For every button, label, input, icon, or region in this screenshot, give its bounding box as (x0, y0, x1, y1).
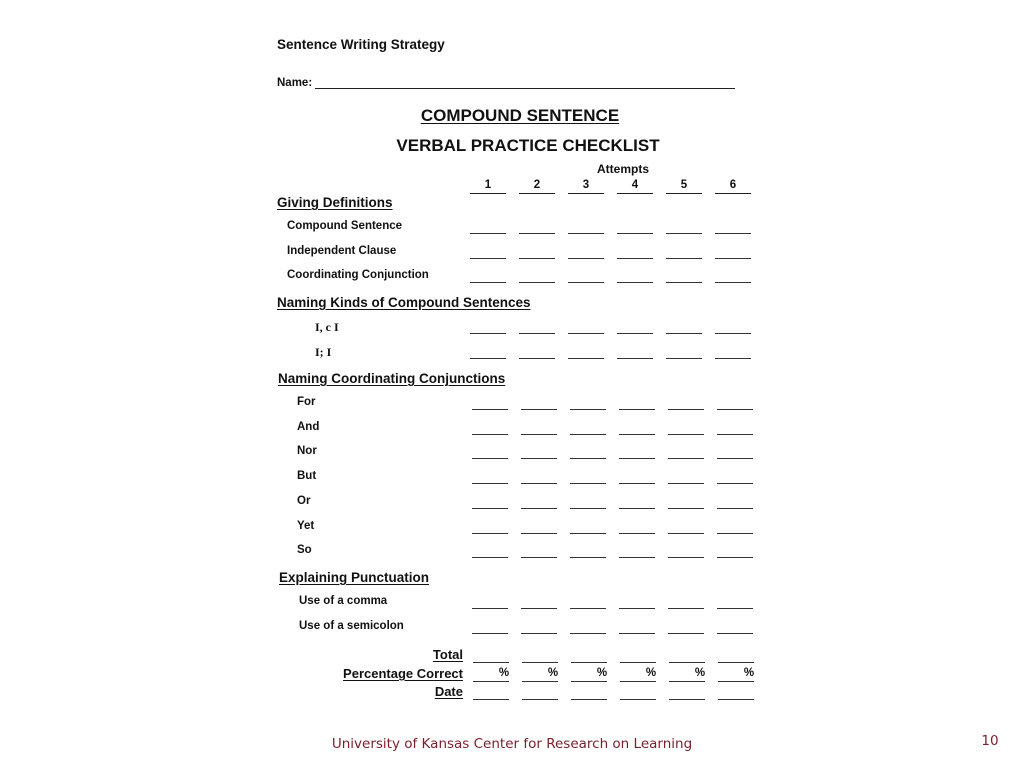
attempts-label: Attempts (597, 162, 650, 176)
section-heading: Giving Definitions (277, 195, 393, 210)
percent-symbol: % (743, 667, 755, 679)
percentage-blank (669, 681, 705, 682)
attempt-blank (521, 483, 557, 484)
attempt-blank (666, 358, 702, 359)
attempt-blank (472, 533, 508, 534)
attempt-blank (717, 483, 753, 484)
attempt-blank (570, 409, 606, 410)
attempt-blank (521, 409, 557, 410)
attempt-blank (570, 633, 606, 634)
attempt-blank (472, 409, 508, 410)
attempt-blank (617, 258, 653, 259)
attempt-blank (619, 434, 655, 435)
section-heading: Naming Coordinating Conjunctions (278, 371, 506, 386)
attempt-blank (470, 258, 506, 259)
percent-symbol: % (498, 667, 510, 679)
checklist-item-label: Use of a comma (299, 595, 388, 607)
attempt-blank (472, 608, 508, 609)
attempt-blank (668, 483, 704, 484)
attempt-blank (521, 633, 557, 634)
attempt-number: 3 (582, 179, 590, 191)
checklist-item-label: For (297, 396, 316, 408)
main-title-line2: VERBAL PRACTICE CHECKLIST (396, 136, 660, 155)
attempt-number: 6 (729, 179, 737, 191)
attempt-blank (472, 483, 508, 484)
checklist-item-label: Use of a semicolon (299, 619, 404, 632)
checklist-item-label: But (297, 470, 317, 483)
percent-symbol: % (694, 667, 706, 679)
total-blank (620, 662, 656, 663)
attempt-blank (717, 434, 753, 435)
attempt-blank (668, 434, 704, 435)
attempt-blank (668, 608, 704, 609)
attempt-blank (617, 233, 653, 234)
percentage-blank (718, 681, 754, 682)
attempt-blank (715, 333, 751, 334)
attempt-number-underline (568, 193, 604, 194)
date-blank (522, 699, 558, 700)
attempt-blank (570, 508, 606, 509)
checklist-item-label: Yet (297, 519, 315, 532)
attempt-blank (619, 458, 655, 459)
checklist-item-label: And (297, 420, 320, 433)
checklist-item-label: Or (297, 494, 311, 507)
date-blank (571, 699, 607, 700)
attempt-blank (619, 557, 655, 558)
checklist-item-label: I, c I (315, 320, 339, 334)
attempt-blank (666, 333, 702, 334)
attempt-blank (619, 483, 655, 484)
attempt-blank (568, 333, 604, 334)
date-blank (473, 699, 509, 700)
attempt-blank (619, 409, 655, 410)
attempt-blank (470, 333, 506, 334)
checklist-item-label: Compound Sentence (287, 220, 403, 232)
attempt-blank (715, 358, 751, 359)
attempt-blank (715, 258, 751, 259)
attempt-blank (568, 258, 604, 259)
percentage-correct-label: Percentage Correct (343, 666, 463, 681)
attempt-blank (519, 333, 555, 334)
total-label: Total (432, 647, 463, 662)
attempt-blank (717, 608, 753, 609)
attempt-blank (668, 409, 704, 410)
section-heading: Naming Kinds of Compound Sentences (277, 295, 531, 310)
attempt-blank (617, 333, 653, 334)
document-title: Sentence Writing Strategy (277, 37, 445, 52)
attempt-number: 2 (533, 179, 541, 191)
checklist-sheet (255, 25, 765, 715)
attempt-blank (666, 258, 702, 259)
attempt-number: 4 (631, 179, 639, 191)
attempt-blank (668, 508, 704, 509)
attempt-blank (666, 282, 702, 283)
attempt-blank (472, 434, 508, 435)
percentage-blank (522, 681, 558, 682)
attempt-blank (570, 458, 606, 459)
date-blank (718, 699, 754, 700)
percent-symbol: % (645, 667, 657, 679)
attempt-number-underline (617, 193, 653, 194)
main-title-line1: COMPOUND SENTENCE (420, 106, 620, 125)
attempt-blank (521, 458, 557, 459)
attempt-blank (666, 233, 702, 234)
attempt-blank (668, 533, 704, 534)
attempt-blank (570, 533, 606, 534)
percentage-blank (473, 681, 509, 682)
attempt-blank (570, 608, 606, 609)
name-line (315, 88, 735, 89)
checklist-item-label: I; I (315, 345, 332, 359)
attempt-blank (570, 483, 606, 484)
attempt-blank (568, 282, 604, 283)
attempt-blank (519, 258, 555, 259)
total-blank (718, 662, 754, 663)
attempt-blank (617, 282, 653, 283)
total-blank (522, 662, 558, 663)
percentage-blank (620, 681, 656, 682)
total-blank (473, 662, 509, 663)
attempt-blank (570, 434, 606, 435)
attempt-blank (715, 233, 751, 234)
attempt-blank (717, 533, 753, 534)
attempt-blank (521, 557, 557, 558)
footer-credit: University of Kansas Center for Research on Learning (331, 736, 693, 752)
percent-symbol: % (547, 667, 559, 679)
name-label: Name: (277, 77, 313, 89)
attempt-blank (570, 557, 606, 558)
checklist-item-label: Nor (297, 445, 317, 458)
attempt-number-underline (715, 193, 751, 194)
percentage-blank (571, 681, 607, 682)
attempt-blank (717, 557, 753, 558)
checklist-item-label: Coordinating Conjunction (287, 269, 429, 281)
checklist-item-label: So (297, 544, 312, 557)
attempt-blank (521, 434, 557, 435)
attempt-number: 5 (680, 179, 688, 191)
date-label: Date (434, 684, 463, 699)
attempt-blank (717, 458, 753, 459)
attempt-blank (717, 633, 753, 634)
attempt-blank (568, 358, 604, 359)
attempt-blank (519, 233, 555, 234)
attempt-blank (717, 409, 753, 410)
attempt-blank (472, 557, 508, 558)
attempt-blank (619, 508, 655, 509)
attempt-blank (668, 633, 704, 634)
page-number: 10 (981, 733, 999, 749)
attempt-blank (519, 282, 555, 283)
attempt-blank (619, 608, 655, 609)
attempt-blank (715, 282, 751, 283)
attempt-blank (472, 458, 508, 459)
attempt-blank (619, 533, 655, 534)
attempt-blank (519, 358, 555, 359)
attempt-blank (668, 458, 704, 459)
attempt-blank (521, 508, 557, 509)
total-blank (571, 662, 607, 663)
date-blank (620, 699, 656, 700)
attempt-number-underline (470, 193, 506, 194)
attempt-blank (470, 233, 506, 234)
attempt-number-underline (519, 193, 555, 194)
date-blank (669, 699, 705, 700)
attempt-blank (521, 533, 557, 534)
total-blank (669, 662, 705, 663)
attempt-blank (470, 282, 506, 283)
attempt-blank (717, 508, 753, 509)
checklist-item-label: Independent Clause (287, 244, 397, 257)
attempt-blank (619, 633, 655, 634)
section-heading: Explaining Punctuation (279, 570, 430, 585)
attempt-blank (470, 358, 506, 359)
attempt-number: 1 (484, 179, 492, 191)
attempt-blank (521, 608, 557, 609)
attempt-blank (617, 358, 653, 359)
attempt-blank (472, 508, 508, 509)
attempt-blank (568, 233, 604, 234)
attempt-blank (472, 633, 508, 634)
attempt-number-underline (666, 193, 702, 194)
percent-symbol: % (596, 667, 608, 679)
attempt-blank (668, 557, 704, 558)
